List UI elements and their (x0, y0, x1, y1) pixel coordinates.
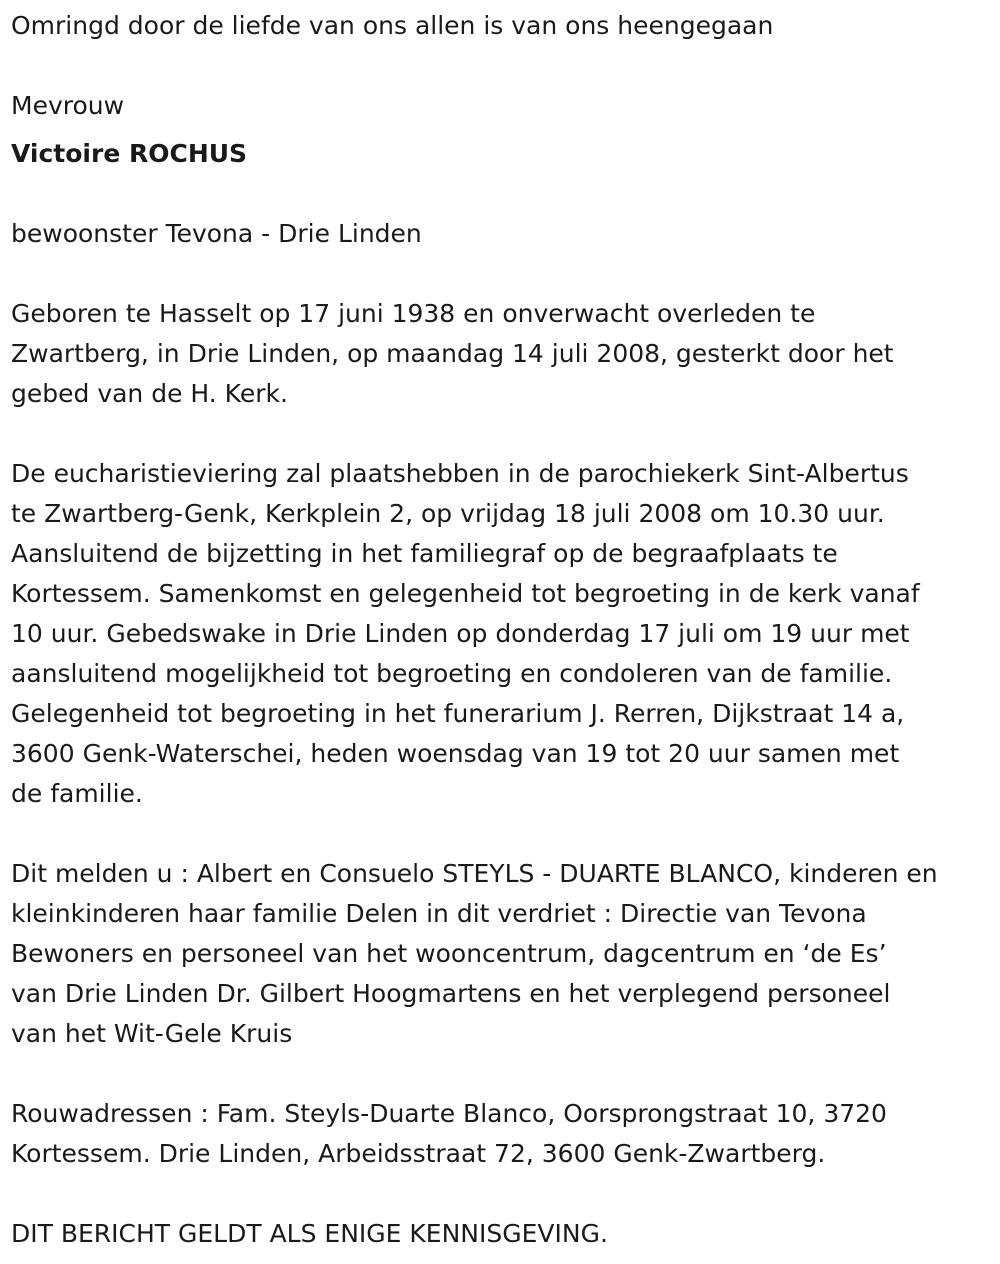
mourning-addresses: Rouwadressen : Fam. Steyls-Duarte Blanco, Oorsprongstraat 10, 3720 Kortessem. Drie Linden, Arbeidsstraat 72, 3600 Genk-Zwartberg. (11, 1099, 887, 1168)
deceased-name: Victoire ROCHUS (11, 139, 248, 168)
announced-by-paragraph: Dit melden u : Albert en Consuelo STEYLS - DUARTE BLANCO, kinderen en kleinkinderen haar familie Delen in dit verdriet : Directie van Tevona Bewoners en personeel van het wooncentrum, dagcentrum en ‘de Es’ van Drie Linden Dr. Gilbert Hoogmartens en het verplegend personeel van het Wit-Gele Kruis (11, 859, 938, 1048)
salutation: Mevrouw (11, 91, 125, 120)
intro-line: Omringd door de liefde van ons allen is van ons heengegaan (11, 11, 774, 40)
residence-line: bewoonster Tevona - Drie Linden (11, 219, 422, 248)
closing-line: DIT BERICHT GELDT ALS ENIGE KENNISGEVING. (11, 1219, 608, 1248)
birth-death-paragraph: Geboren te Hasselt op 17 juni 1938 en onverwacht overleden te Zwartberg, in Drie Linden, op maandag 14 juli 2008, gesterkt door het gebed van de H. Kerk. (11, 299, 894, 408)
ceremony-paragraph: De eucharistieviering zal plaatshebben in de parochiekerk Sint-Albertus te Zwartberg-Genk, Kerkplein 2, op vrijdag 18 juli 2008 om 10.30 uur. Aansluitend de bijzetting in het familiegraf op de begraafplaats te Kortessem. Samenkomst en gelegenheid tot begroeting in de kerk vanaf 10 uur. Gebedswake in Drie Linden op donderdag 17 juli om 19 uur met aansluitend mogelijkheid tot begroeting en condoleren van de familie. Gelegenheid tot begroeting in het funerarium J. Rerren, Dijkstraat 14 a, 3600 Genk-Waterschei, heden woensdag van 19 tot 20 uur samen met de familie. (11, 459, 920, 808)
